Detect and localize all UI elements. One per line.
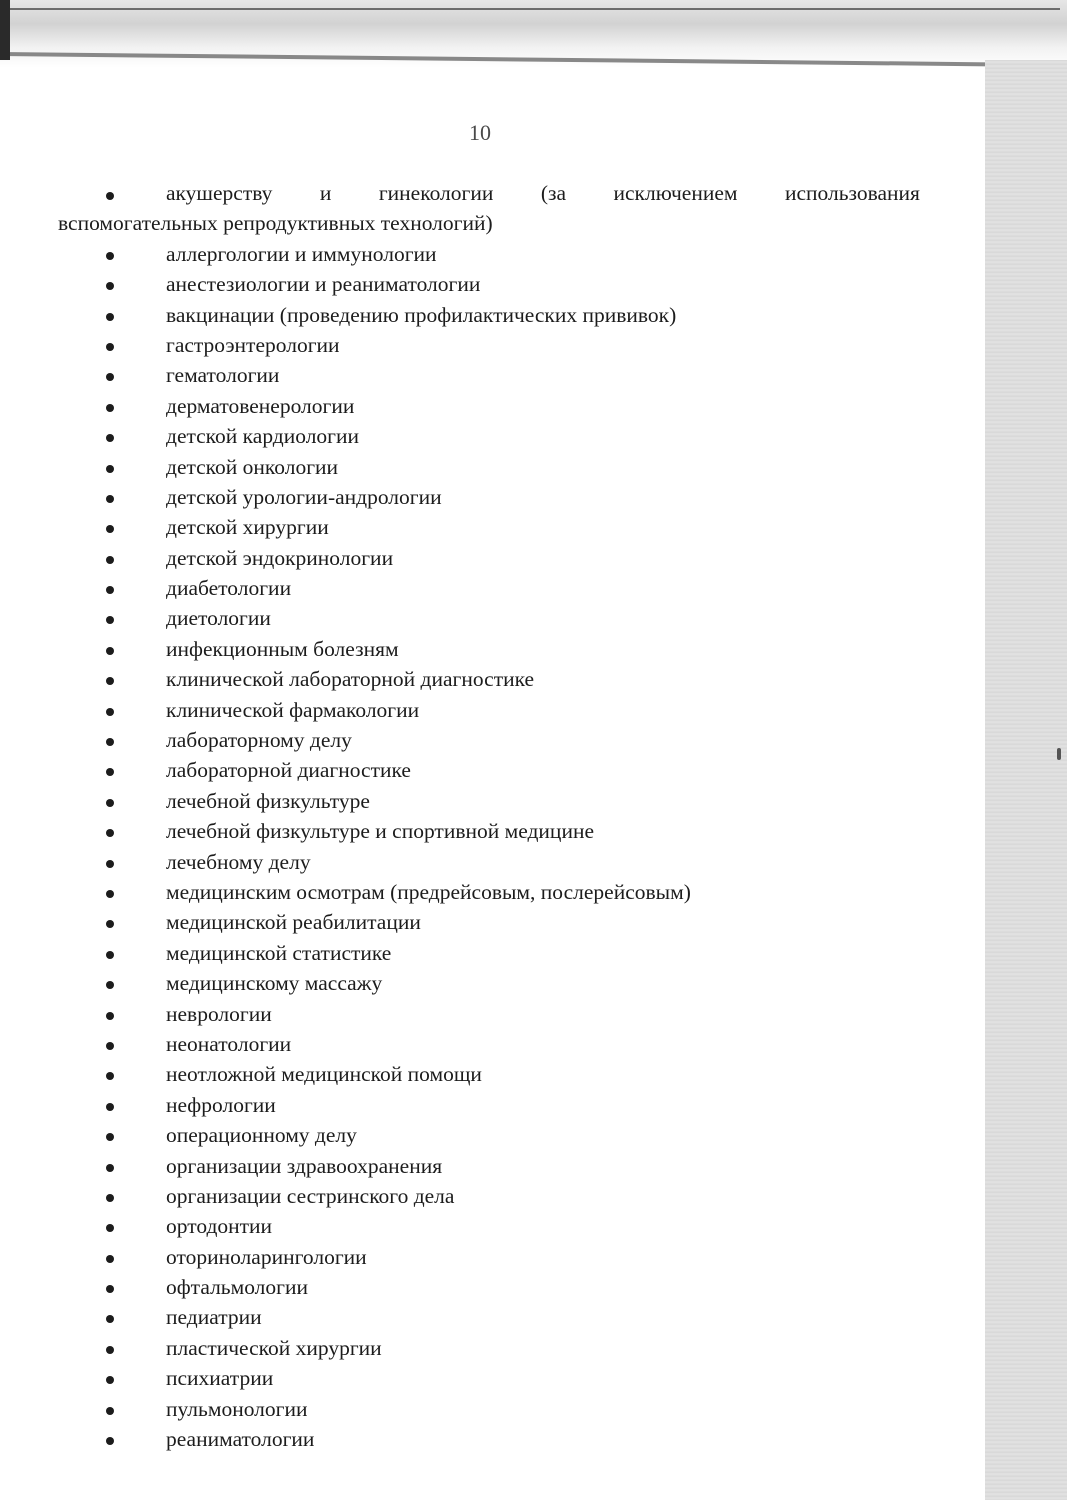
list-item-text: организации здравоохранения (166, 1153, 443, 1178)
bullet-icon (106, 482, 114, 512)
list-item (58, 907, 920, 937)
list-item-text: клинической лабораторной диагностике (166, 667, 535, 692)
list-item-text: офтальмологии (166, 1275, 308, 1300)
list-item (58, 452, 920, 482)
bullet-icon (106, 968, 114, 998)
list-item (58, 968, 920, 998)
list-item-text: медицинской статистике (166, 940, 392, 965)
list-item-text: детской хирургии (166, 515, 329, 540)
bullet-icon (106, 695, 114, 725)
list-item-text: ортодонтии (166, 1214, 273, 1239)
list-item (58, 482, 920, 512)
list-item-text: реаниматологии (166, 1427, 315, 1452)
list-item-text: психиатрии (166, 1366, 274, 1391)
first-item-word: акушерству (166, 181, 273, 205)
list-item-text: диетологии (166, 606, 271, 631)
bullet-icon (106, 1151, 114, 1181)
list-item-text: инфекционным болезням (166, 636, 399, 661)
list-item (58, 877, 920, 907)
bullet-icon (106, 634, 114, 664)
document-body (58, 178, 920, 1454)
bullet-icon (106, 1211, 114, 1241)
bullet-icon (106, 391, 114, 421)
bullet-icon (106, 1242, 114, 1272)
bullet-icon (106, 1302, 114, 1332)
list-item (58, 239, 920, 269)
list-item (58, 330, 920, 360)
list-item (58, 1211, 920, 1241)
bullet-icon (106, 938, 114, 968)
list-item-text: аллергологии и иммунологии (166, 241, 437, 266)
bullet-icon (106, 816, 114, 846)
list-item-text: диабетологии (166, 576, 292, 601)
list-item (58, 1394, 920, 1424)
list-item (58, 1151, 920, 1181)
bullet-icon (106, 1120, 114, 1150)
bullet-icon (106, 452, 114, 482)
list-item (58, 1272, 920, 1302)
list-item (58, 1120, 920, 1150)
list-item (58, 816, 920, 846)
scan-right-dot (1057, 748, 1061, 760)
bullet-icon (106, 1394, 114, 1424)
list-item (58, 573, 920, 603)
list-item (58, 1181, 920, 1211)
bullet-icon (106, 999, 114, 1029)
list-item (58, 634, 920, 664)
list-item (58, 786, 920, 816)
list-item-text: неврологии (166, 1001, 272, 1026)
first-item-word: использования (784, 181, 920, 205)
scan-top-edge (0, 8, 1060, 10)
bullet-icon (106, 1059, 114, 1089)
bullet-icon (106, 421, 114, 451)
list-item-text: дерматовенерологии (166, 393, 355, 418)
bullet-icon (106, 786, 114, 816)
list-item-text: неонатологии (166, 1031, 292, 1056)
specialty-list (58, 239, 920, 1455)
list-item (58, 1333, 920, 1363)
first-item-continuation: вспомогательных репродуктивных технологий) (58, 211, 493, 236)
scan-right-margin (985, 60, 1067, 1500)
list-item-text: нефрологии (166, 1092, 276, 1117)
first-item-word: гинекологии (378, 181, 494, 205)
list-item (58, 1424, 920, 1454)
bullet-icon (106, 877, 114, 907)
list-item-text: детской онкологии (166, 454, 339, 479)
bullet-icon (106, 755, 114, 785)
list-item-text: лабораторной диагностике (166, 758, 411, 783)
first-item-line (58, 178, 920, 208)
list-item-text: медицинскому массажу (166, 971, 383, 996)
list-item (58, 1363, 920, 1393)
list-item (58, 999, 920, 1029)
list-item (58, 543, 920, 573)
list-item-text: медицинской реабилитации (166, 910, 421, 935)
list-item (58, 1090, 920, 1120)
bullet-icon (106, 907, 114, 937)
bullet-icon (106, 1333, 114, 1363)
bullet-icon (106, 1181, 114, 1211)
list-item (58, 664, 920, 694)
list-item-text: детской урологии-андрологии (166, 484, 442, 509)
list-item-text: гематологии (166, 363, 280, 388)
list-item (58, 725, 920, 755)
list-item-text: анестезиологии и реаниматологии (166, 272, 481, 297)
bullet-icon (106, 1029, 114, 1059)
list-item-text: гастроэнтерологии (166, 332, 340, 357)
scan-left-mark (0, 0, 10, 60)
list-item-text: клинической фармакологии (166, 697, 420, 722)
list-item-text: организации сестринского дела (166, 1183, 455, 1208)
bullet-icon (106, 1090, 114, 1120)
bullet-icon (106, 1363, 114, 1393)
bullet-icon (106, 512, 114, 542)
list-item (58, 421, 920, 451)
list-item-text: детской кардиологии (166, 424, 360, 449)
list-item (58, 938, 920, 968)
list-item-text: пластической хирургии (166, 1335, 382, 1360)
bullet-icon (106, 573, 114, 603)
bullet-icon (106, 664, 114, 694)
list-item-text: оториноларингологии (166, 1244, 367, 1269)
bullet-icon (106, 603, 114, 633)
first-item-word: (за (540, 181, 567, 205)
list-item-text: пульмонологии (166, 1396, 308, 1421)
bullet-icon (106, 178, 114, 208)
list-item (58, 1059, 920, 1089)
first-item-word: и (319, 181, 332, 205)
bullet-icon (106, 360, 114, 390)
bullet-icon (106, 1424, 114, 1454)
list-item-text: лечебной физкультуре и спортивной медицине (166, 819, 594, 844)
list-item (58, 1302, 920, 1332)
list-item-text: лечебному делу (166, 849, 311, 874)
list-item (58, 512, 920, 542)
list-item (58, 300, 920, 330)
list-item-text: операционному делу (166, 1123, 357, 1148)
bullet-icon (106, 300, 114, 330)
list-item-first (58, 178, 920, 239)
list-item (58, 1242, 920, 1272)
list-item-text: лабораторному делу (166, 728, 352, 753)
list-item-text: педиатрии (166, 1305, 262, 1330)
list-item (58, 847, 920, 877)
first-item-word: исключением (613, 181, 738, 205)
list-item-text: неотложной медицинской помощи (166, 1062, 482, 1087)
bullet-icon (106, 239, 114, 269)
list-item (58, 391, 920, 421)
page-number: 10 (469, 120, 491, 145)
list-item (58, 603, 920, 633)
list-item (58, 695, 920, 725)
list-item-text: вакцинации (проведению профилактических прививок) (166, 302, 677, 327)
list-item (58, 360, 920, 390)
list-item (58, 269, 920, 299)
bullet-icon (106, 330, 114, 360)
bullet-icon (106, 725, 114, 755)
bullet-icon (106, 543, 114, 573)
bullet-icon (106, 269, 114, 299)
list-item (58, 755, 920, 785)
bullet-icon (106, 847, 114, 877)
list-item (58, 1029, 920, 1059)
list-item-text: детской эндокринологии (166, 545, 394, 570)
list-item-text: лечебной физкультуре (166, 788, 370, 813)
bullet-icon (106, 1272, 114, 1302)
list-item-text: медицинским осмотрам (предрейсовым, послерейсовым) (166, 879, 691, 904)
